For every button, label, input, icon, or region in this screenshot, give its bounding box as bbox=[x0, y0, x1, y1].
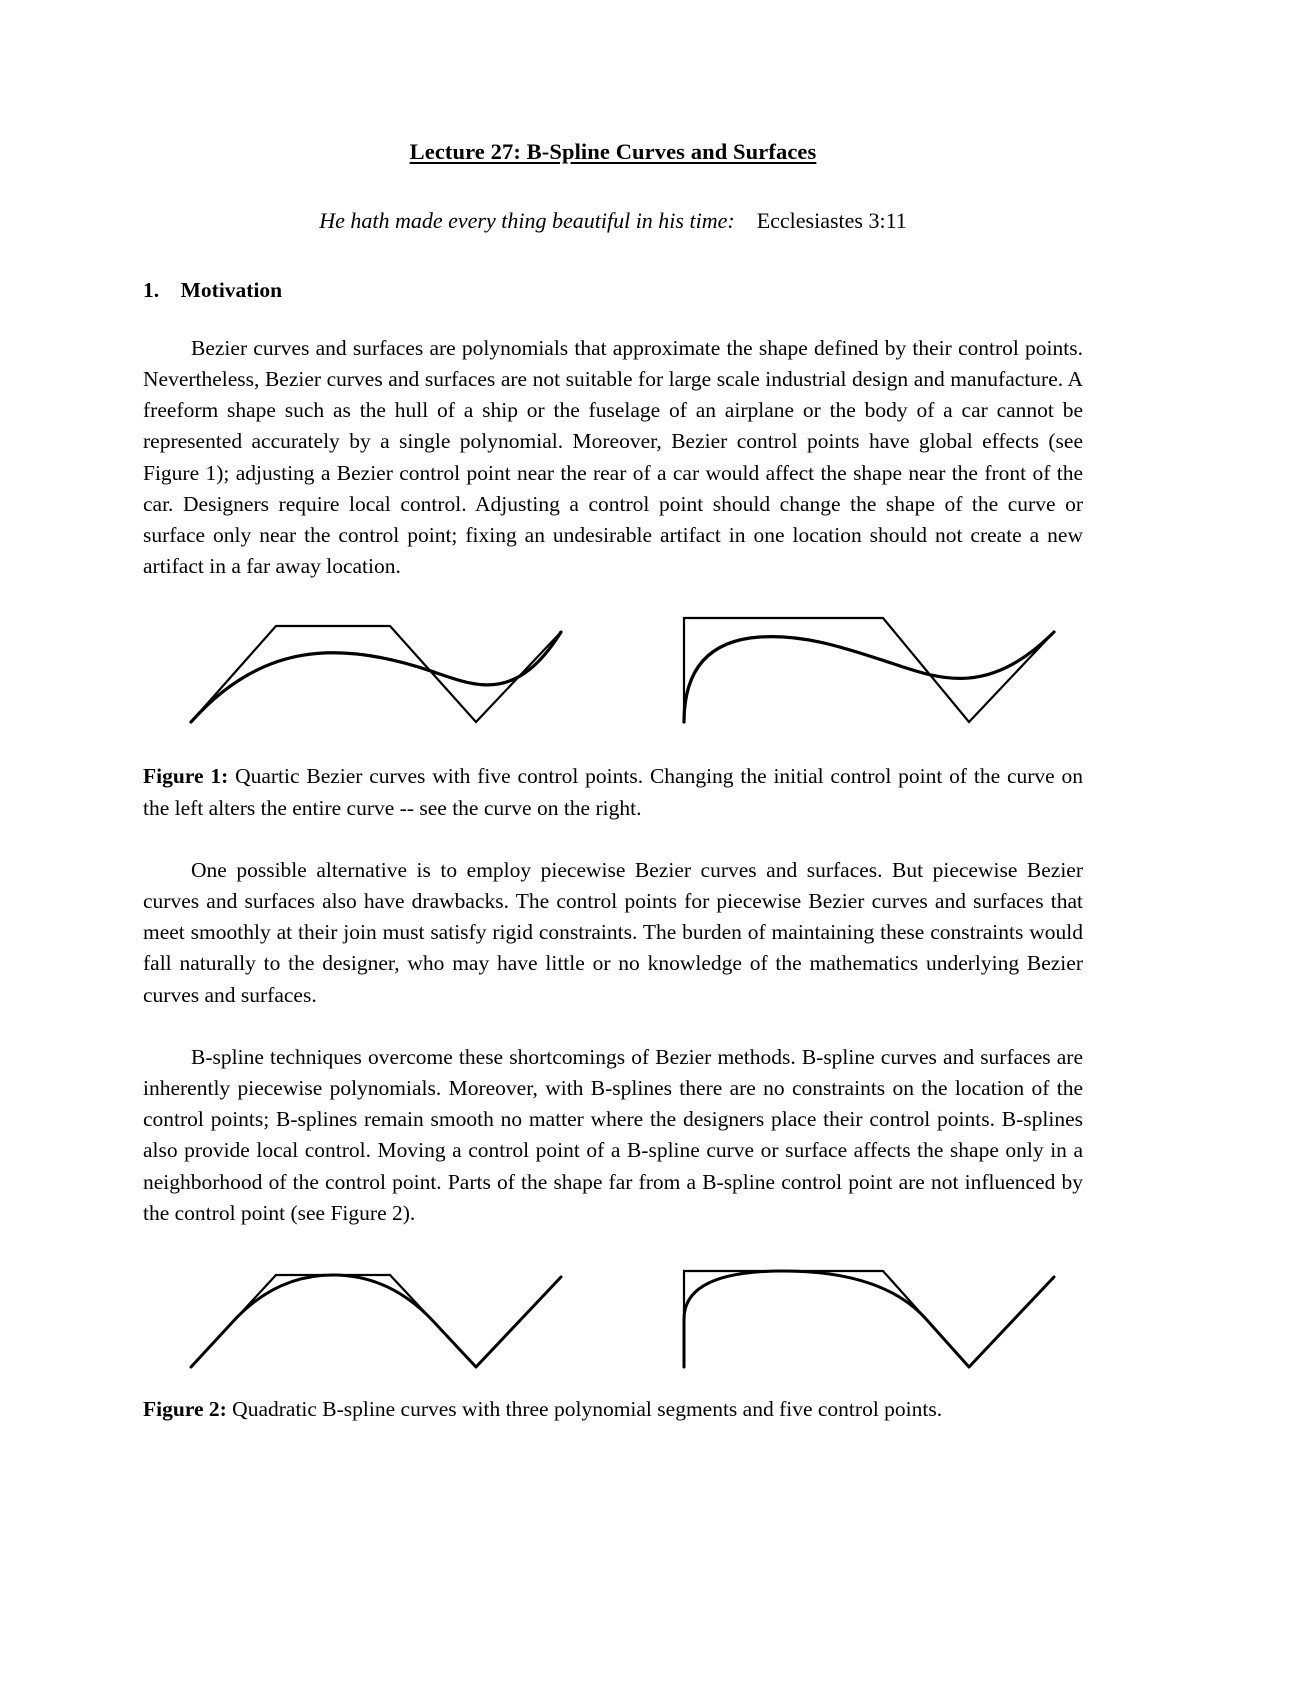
control-polygon-left bbox=[191, 1275, 561, 1367]
figure-2-caption-wrap bbox=[143, 1382, 1083, 1425]
paragraph-motivation-3: B-spline techniques overcome these shortcomings of Bezier methods. B-spline curves and surfaces are inherently piecewise polynomials. Moreover, with B-splines there are no constraints on the location of the control points; B-splines remain smooth no matter where the designers place their control points. B-splines also provide local control. Moving a control point of a B-spline curve or surface affects the shape only in a neighborhood of the control point. Parts of the shape far from a B-spline control point are not influenced by the control point (see Figure 2). bbox=[143, 1044, 1083, 1225]
page-content bbox=[143, 0, 1083, 1425]
paragraph-motivation-2: One possible alternative is to employ piecewise Bezier curves and surfaces. But piecewise Bezier curves and surfaces also have drawbacks. The control points for piecewise Bezier curves and surfaces that meet smoothly at their join must satisfy rigid constraints. The burden of maintaining these constraints would fall naturally to the designer, who may have little or no knowledge of the mathematics underlying Bezier curves and surfaces. bbox=[143, 857, 1083, 1007]
figure-1-caption bbox=[143, 761, 1083, 823]
section-number: 1. bbox=[143, 278, 160, 303]
bezier-curve-left bbox=[191, 632, 561, 722]
figure-1-caption-text: Quartic Bezier curves with five control points. Changing the initial control point of the curve on the left alters the entire curve -- see the curve on the right. bbox=[143, 764, 1084, 820]
epigraph-quote: He hath made every thing beautiful in his time: bbox=[319, 207, 735, 233]
control-polygon-right bbox=[684, 1271, 1054, 1367]
figure-1-graphic bbox=[143, 582, 1083, 744]
section-title: Motivation bbox=[180, 278, 283, 303]
figure-2-panel-right bbox=[684, 1271, 1054, 1367]
figure-2-panel-left bbox=[191, 1275, 561, 1367]
epigraph bbox=[143, 165, 1083, 233]
figure-2-label: Figure 2: bbox=[143, 1397, 227, 1422]
figure-2-svg bbox=[143, 1267, 1083, 1382]
epigraph-citation: Ecclesiastes 3:11 bbox=[756, 207, 907, 233]
bspline-curve-right bbox=[684, 1271, 1054, 1367]
bezier-curve-right bbox=[684, 632, 1054, 722]
figure-1-svg bbox=[143, 604, 1083, 744]
page-title-text: Lecture 27: B-Spline Curves and Surfaces bbox=[409, 139, 817, 164]
paragraph-motivation-1: Bezier curves and surfaces are polynomials that approximate the shape defined by their control points. Nevertheless, Bezier curves and surfaces are not suitable for large scale industrial design and manufacture. A freeform shape such as the hull of a ship or the fuselage of an airplane or the body of a car cannot be represented accurately by a single polynomial. Moreover, Bezier control points have global effects (see Figure 1); adjusting a Bezier control point near the rear of a car would affect the shape near the front of the car. Designers require local control. Adjusting a control point should change the shape of the curve or surface only near the control point; fixing an undesirable artifact in one location should not create a new artifact in a far away location. bbox=[143, 335, 1083, 579]
figure-1-caption-wrap bbox=[143, 744, 1083, 823]
figure-1-panel-right bbox=[684, 618, 1054, 722]
figure-2-caption-text: Quadratic B-spline curves with three polynomial segments and five control points. bbox=[226, 1397, 943, 1422]
section-heading bbox=[143, 233, 1083, 303]
bspline-curve-left bbox=[191, 1275, 561, 1367]
figure-1-label: Figure 1: bbox=[143, 764, 229, 789]
page-title bbox=[143, 0, 1083, 165]
figure-2-graphic bbox=[143, 1229, 1083, 1382]
figure-1-panel-left bbox=[191, 626, 561, 722]
figure-2-caption bbox=[143, 1394, 1083, 1425]
